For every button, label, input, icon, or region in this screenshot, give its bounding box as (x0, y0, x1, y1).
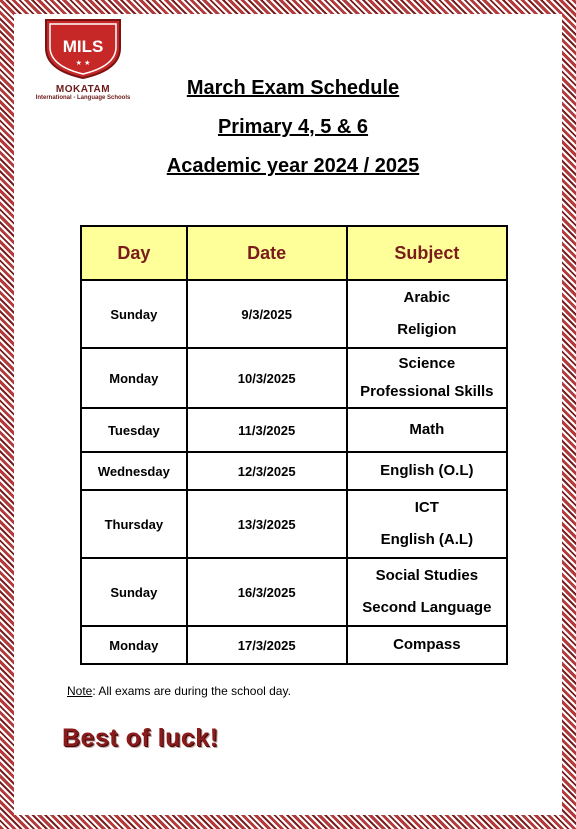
subject-item: English (O.L) (380, 462, 474, 479)
subject-cell (347, 452, 507, 490)
day-cell: Sunday (81, 558, 187, 626)
subject-cell (347, 408, 507, 452)
date-cell: 12/3/2025 (187, 452, 347, 490)
day-cell: Monday (81, 348, 187, 408)
table-row (81, 558, 507, 626)
subject-cell (347, 490, 507, 558)
logo-shield-text: MILS (62, 37, 104, 56)
table-header-row (81, 226, 507, 280)
subject-item: ICT (414, 499, 439, 516)
day-cell: Tuesday (81, 408, 187, 452)
subject-item: Math (409, 421, 445, 438)
subject-item: English (A.L) (380, 531, 474, 548)
schedule-title: March Exam Schedule (186, 77, 400, 99)
subject-item: Second Language (362, 599, 492, 616)
academic-year: Academic year 2024 / 2025 (166, 155, 420, 177)
date-cell: 17/3/2025 (187, 626, 347, 664)
subject-item: Arabic (403, 289, 451, 306)
day-cell: Thursday (81, 490, 187, 558)
subject-cell (347, 280, 507, 348)
grade-levels: Primary 4, 5 & 6 (217, 116, 369, 138)
date-cell: 11/3/2025 (187, 408, 347, 452)
date-cell: 13/3/2025 (187, 490, 347, 558)
date-cell: 9/3/2025 (187, 280, 347, 348)
svg-text:★ ★: ★ ★ (75, 59, 91, 67)
table-row (81, 626, 507, 664)
logo-subtitle: International - Language Schools (35, 95, 131, 101)
note-text: : All exams are during the school day. (92, 684, 291, 698)
subject-item: Professional Skills (360, 383, 494, 400)
best-of-luck-text: Best of luck! (62, 724, 219, 752)
subject-item: Religion (397, 321, 457, 338)
exam-schedule-table (80, 225, 508, 665)
table-row (81, 452, 507, 490)
subject-cell (347, 558, 507, 626)
day-cell: Sunday (81, 280, 187, 348)
column-header-date: Date (187, 226, 347, 280)
day-cell: Monday (81, 626, 187, 664)
date-cell: 10/3/2025 (187, 348, 347, 408)
note-label: Note (67, 684, 93, 698)
table-row (81, 490, 507, 558)
exam-note (67, 684, 291, 698)
shield-icon (42, 18, 124, 80)
subject-cell (347, 626, 507, 664)
column-header-day: Day (81, 226, 187, 280)
day-cell: Wednesday (81, 452, 187, 490)
subject-item: Science (398, 355, 456, 372)
table-row (81, 348, 507, 408)
logo-name: MOKATAM (55, 84, 111, 95)
table-row (81, 280, 507, 348)
date-cell: 16/3/2025 (187, 558, 347, 626)
column-header-subject: Subject (347, 226, 507, 280)
subject-item: Social Studies (375, 567, 479, 584)
table-row (81, 408, 507, 452)
subject-cell (347, 348, 507, 408)
subject-item: Compass (393, 636, 461, 653)
